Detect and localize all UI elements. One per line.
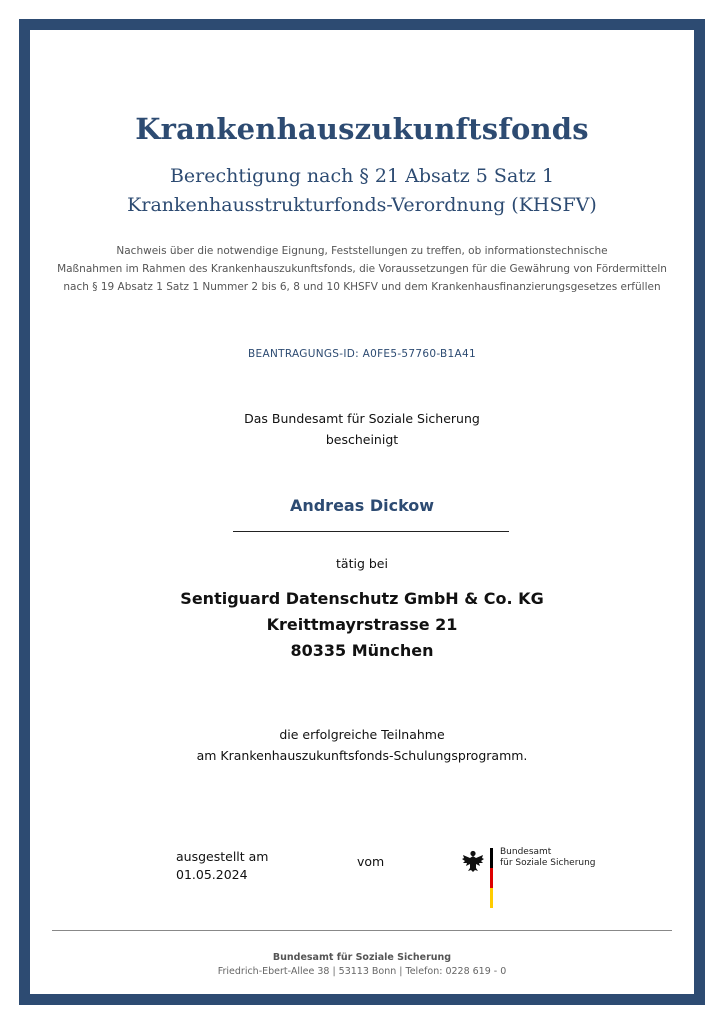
issue-info bbox=[176, 848, 268, 884]
logo-line-2: für Soziale Sicherung bbox=[500, 858, 596, 868]
company-name: Sentiguard Datenschutz GmbH & Co. KG bbox=[180, 589, 544, 608]
company-street: Kreittmayrstrasse 21 bbox=[266, 615, 458, 634]
bas-logo bbox=[460, 846, 600, 910]
subtitle-line-2: Krankenhausstrukturfonds-Verordnung (KHSFV) bbox=[127, 194, 597, 216]
footer-address: Friedrich-Ebert-Allee 38 | 53113 Bonn | Telefon: 0228 619 - 0 bbox=[217, 966, 507, 977]
german-flag-bar bbox=[490, 848, 493, 908]
logo-line-1: Bundesamt bbox=[500, 847, 552, 857]
footer-divider bbox=[52, 930, 672, 931]
application-id: BEANTRAGUNGS-ID: A0FE5-57760-B1A41 bbox=[248, 348, 476, 360]
subtitle-line-1: Berechtigung nach § 21 Absatz 5 Satz 1 bbox=[169, 165, 555, 187]
company-city: 80335 München bbox=[290, 641, 434, 660]
participation-line-2: am Krankenhauszukunftsfonds-Schulungsprogramm. bbox=[196, 748, 528, 763]
certifier-name: Das Bundesamt für Soziale Sicherung bbox=[244, 411, 480, 426]
participant-name: Andreas Dickow bbox=[289, 496, 435, 515]
certifier-verb: bescheinigt bbox=[325, 432, 399, 447]
issued-date: 01.05.2024 bbox=[176, 867, 248, 882]
employer-label: tätig bei bbox=[336, 556, 388, 571]
certifier-statement bbox=[30, 408, 694, 450]
federal-eagle-icon bbox=[462, 849, 484, 873]
flag-red bbox=[490, 868, 493, 888]
issued-label: ausgestellt am bbox=[176, 849, 269, 864]
intro-text bbox=[30, 242, 694, 296]
name-underline bbox=[233, 531, 509, 532]
from-label: vom bbox=[357, 854, 385, 869]
logo-text bbox=[500, 847, 596, 869]
participation-line-1: die erfolgreiche Teilnahme bbox=[279, 727, 445, 742]
participation-statement bbox=[30, 724, 694, 766]
flag-gold bbox=[490, 888, 493, 908]
intro-line: nach § 19 Absatz 1 Satz 1 Nummer 2 bis 6, 8 und 10 KHSFV und dem Krankenhausfinanzierungsgesetzes erfüllen bbox=[63, 281, 661, 293]
intro-line: Maßnahmen im Rahmen des Krankenhauszukunftsfonds, die Voraussetzungen für die Gewährung von Fördermitteln bbox=[57, 263, 667, 275]
footer-organization: Bundesamt für Soziale Sicherung bbox=[272, 952, 452, 963]
company-address bbox=[30, 586, 694, 664]
certificate-subtitle bbox=[30, 162, 694, 220]
flag-black bbox=[490, 848, 493, 868]
certificate-title: Krankenhauszukunftsfonds bbox=[135, 112, 589, 146]
intro-line: Nachweis über die notwendige Eignung, Feststellungen zu treffen, ob informationstechnische bbox=[116, 245, 608, 257]
